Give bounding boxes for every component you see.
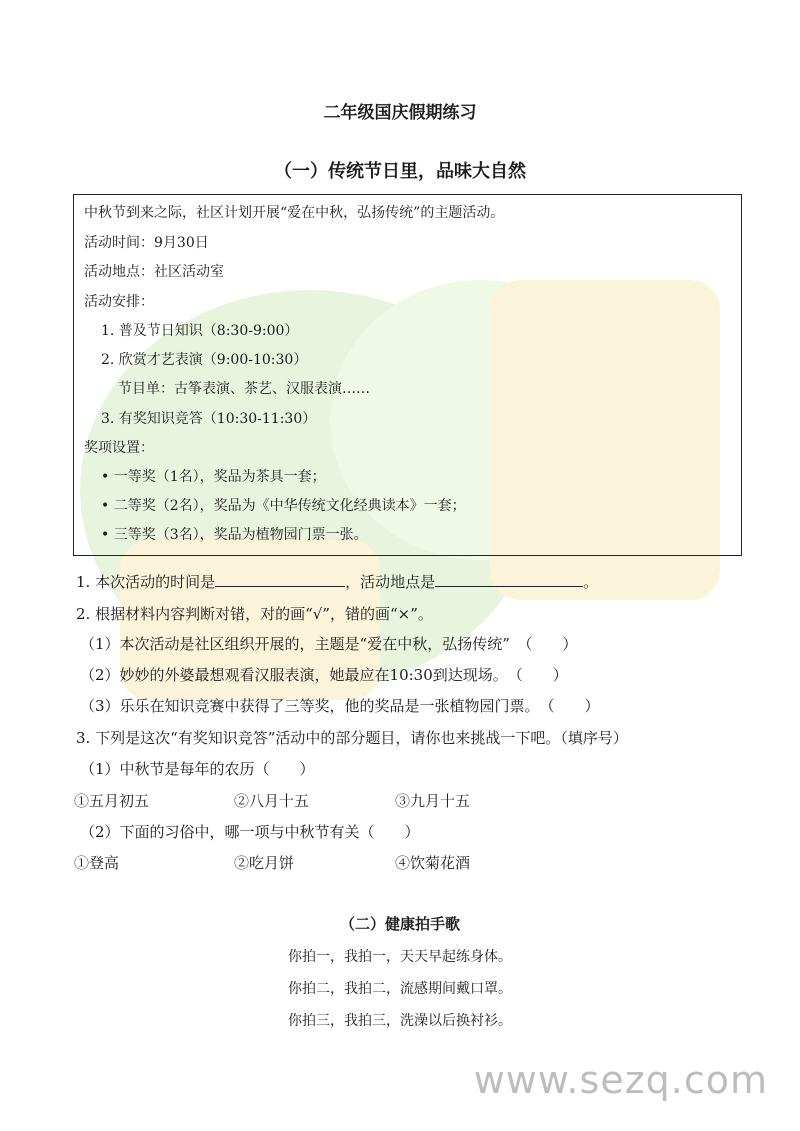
- q2-item[interactable]: （1）本次活动是社区组织开展的，主题是“爱在中秋，弘扬传统” （ ）: [80, 635, 578, 653]
- q1-time-blank[interactable]: [215, 572, 345, 587]
- q3-sub2-question[interactable]: （2）下面的习俗中，哪一项与中秋节有关（ ）: [80, 823, 420, 841]
- q3-sub1-option: ②八月十五: [234, 792, 310, 810]
- poem-line: 你拍三，我拍三，洗澡以后换衬衫。: [288, 1013, 512, 1029]
- q3-sub2-option: ②吃月饼: [234, 854, 295, 872]
- schedule-item: 2. 欣赏才艺表演（9:00-10:30）: [101, 352, 308, 368]
- prize-item: • 一等奖（1名），奖品为茶具一套；: [101, 469, 326, 485]
- q1-text-part2: ，活动地点是: [345, 573, 436, 591]
- document-title: 二年级国庆假期练习: [323, 103, 477, 123]
- box-intro: 中秋节到来之际，社区计划开展“爱在中秋，弘扬传统”的主题活动。: [84, 205, 505, 221]
- question-3-stem: 3. 下列是这次“有奖知识竞答”活动中的部分题目，请你也来挑战一下吧。（填序号）: [76, 729, 628, 747]
- box-prize-label: 奖项设置：: [84, 440, 154, 456]
- box-time: 活动时间：9月30日: [84, 235, 209, 251]
- section2-title: （二）健康拍手歌: [339, 915, 460, 933]
- q3-sub2-option: ④饮菊花酒: [395, 854, 471, 872]
- schedule-program-list: 节目单：古筝表演、茶艺、汉服表演……: [118, 381, 370, 397]
- q1-text-part3: 。: [583, 573, 599, 591]
- question-1: [76, 571, 598, 592]
- activity-info-box: [73, 194, 742, 556]
- q2-item[interactable]: （2）妙妙的外婆最想观看汉服表演，她最应在10:30到达现场。 （ ）: [80, 666, 568, 684]
- question-2-stem: 2. 根据材料内容判断对错，对的画“√”，错的画“×”。: [76, 605, 433, 623]
- poem-line: 你拍一，我拍一，天天早起练身体。: [288, 949, 512, 965]
- q1-place-blank[interactable]: [435, 572, 583, 587]
- q2-item[interactable]: （3）乐乐在知识竞赛中获得了三等奖，他的奖品是一张植物园门票。 （ ）: [80, 697, 600, 715]
- box-schedule-label: 活动安排：: [84, 294, 154, 310]
- poem-line: 你拍二，我拍二，流感期间戴口罩。: [288, 981, 512, 997]
- prize-item: • 三等奖（3名），奖品为植物园门票一张。: [101, 527, 368, 543]
- q3-sub1-question[interactable]: （1）中秋节是每年的农历（ ）: [80, 760, 315, 778]
- schedule-item: 3. 有奖知识竞答（10:30-11:30）: [101, 411, 317, 427]
- section1-title: （一）传统节日里，品味大自然: [274, 161, 526, 182]
- q3-sub1-option: ①五月初五: [74, 792, 150, 810]
- q1-text-part1: 1. 本次活动的时间是: [76, 573, 216, 591]
- site-watermark: www.sezq.com: [473, 1058, 768, 1102]
- q3-sub1-option: ③九月十五: [395, 792, 471, 810]
- schedule-item: 1. 普及节日知识（8:30-9:00）: [101, 323, 299, 339]
- prize-item: • 二等奖（2名），奖品为《中华传统文化经典读本》一套；: [101, 498, 466, 514]
- box-place: 活动地点：社区活动室: [84, 264, 224, 280]
- q3-sub2-option: ①登高: [74, 854, 120, 872]
